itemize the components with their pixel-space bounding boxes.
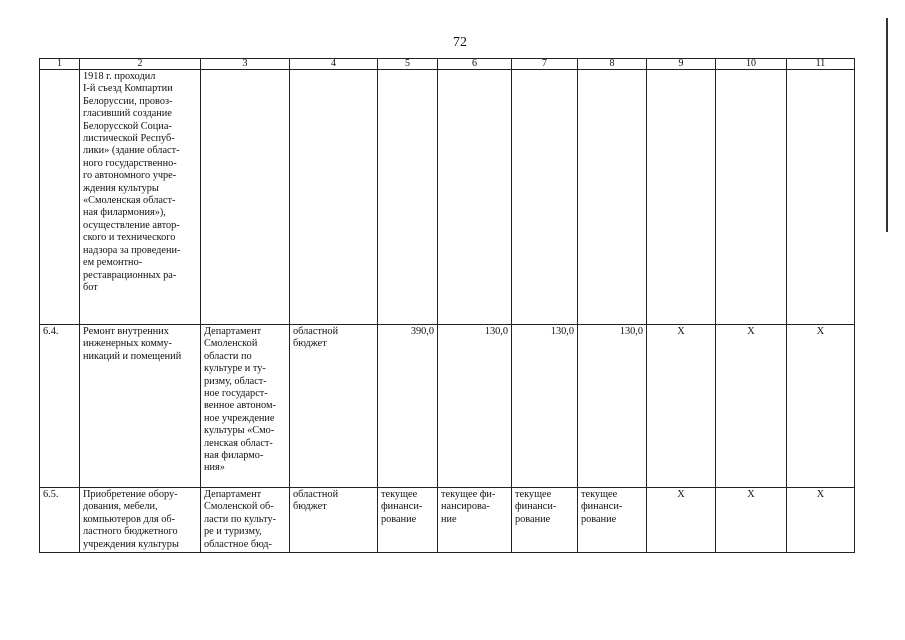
item-year-3: 130,0 [578,325,647,488]
item-year-3: текущее финанси- рование [578,488,647,553]
item-col-10: X [716,488,787,553]
col-header: 4 [290,59,378,70]
column-number-row [40,59,855,70]
page-number: 72 [453,35,467,50]
col-header: 10 [716,59,787,70]
item-year-3 [578,70,647,325]
item-col-9: X [647,488,716,553]
item-year-1: текущее фи- нансирова- ние [438,488,512,553]
item-col-9 [647,70,716,325]
col-header: 1 [40,59,80,70]
item-executor: Департамент Смоленской области по культуре и ту- ризму, област- ное государст- венное автоном- ное учреждение культуры «Смо- ленская област- ная филармо- ния» [201,325,290,488]
item-total [378,70,438,325]
item-funding-source [290,70,378,325]
item-number: 6.5. [40,488,80,553]
item-year-2 [512,70,578,325]
item-col-11 [787,70,855,325]
item-year-1 [438,70,512,325]
col-header: 3 [201,59,290,70]
item-name: Приобретение обору- дования, мебели, компьютеров для об- ластного бюджетного учреждения культуры [80,488,201,553]
col-header: 7 [512,59,578,70]
program-table [39,58,855,553]
item-total: 390,0 [378,325,438,488]
item-name: Ремонт внутренних инженерных комму- никаций и помещений [80,325,201,488]
col-header: 2 [80,59,201,70]
table-row [40,70,855,325]
col-header: 6 [438,59,512,70]
item-col-9: X [647,325,716,488]
item-year-2: 130,0 [512,325,578,488]
item-total: текущее финанси- рование [378,488,438,553]
item-col-10: X [716,325,787,488]
col-header: 8 [578,59,647,70]
item-executor: Департамент Смоленской об- ласти по культу- ре и туризму, областное бюд- [201,488,290,553]
table-row [40,325,855,488]
item-executor [201,70,290,325]
item-funding-source: областной бюджет [290,325,378,488]
col-header: 5 [378,59,438,70]
col-header: 9 [647,59,716,70]
item-number [40,70,80,325]
item-col-11: X [787,488,855,553]
table-row [40,488,855,553]
scan-edge-line [886,18,888,232]
item-year-1: 130,0 [438,325,512,488]
item-year-2: текущее финанси- рование [512,488,578,553]
item-col-10 [716,70,787,325]
item-number: 6.4. [40,325,80,488]
col-header: 11 [787,59,855,70]
item-col-11: X [787,325,855,488]
item-funding-source: областной бюджет [290,488,378,553]
item-name: 1918 г. проходил I-й съезд Компартии Белоруссии, провоз- гласивший создание Белорусской Социа- листической Респуб- лики» (здание област- ного государственно- го автономного учре- ждения культуры «Смоленская област- ная филармония»), осуществление автор- ского и технического надзора за проведени- ем ремонтно- реставрационных ра- бот [80,70,201,325]
